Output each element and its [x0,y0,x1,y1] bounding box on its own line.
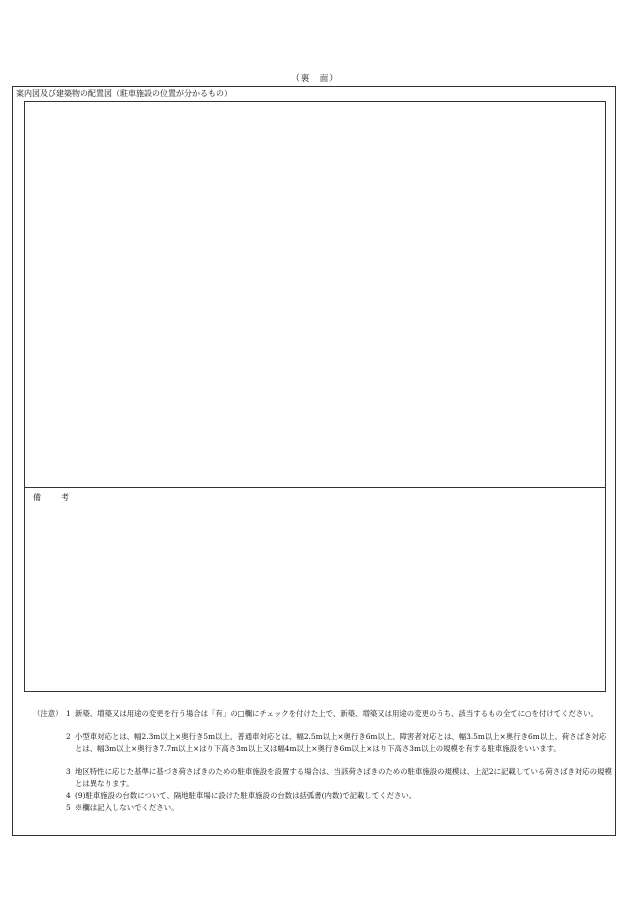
notes-heading: （注意） [33,709,63,718]
note-number: 4 [66,791,71,800]
note-number: 3 [66,767,71,776]
remarks-label: 備 考 [33,493,75,502]
note-text: 新築、増築又は用途の変更を行う場合は「有」の□欄にチェックを付けた上で、新築、増築又は用途の変更のうち、該当するもの全てに○を付けてください。 [75,709,599,718]
note-item-3 [66,766,613,789]
note-text: 小型車対応とは、幅2.3m以上×奥行き5m以上、普通車対応とは、幅2.5m以上×奥行き6m以上、障害者対応とは、幅3.5m以上×奥行き6m以上、荷さばき対応とは、幅3m以上×奥行き7.7m以上×はり下高さ3m以上又は幅4m以上×奥行き6m以上×はり下高さ3m以上の規模を有する駐車施設をいいます。 [75,732,607,753]
note-text: ※欄は記入しないでください。 [75,803,179,812]
note-item-5 [66,802,613,814]
page-side-label: （裏 面） [291,74,339,84]
map-drawing-area[interactable] [24,101,606,488]
note-text: 地区特性に応じた基準に基づき荷さばきのための駐車施設を設置する場合は、当該荷さばきのための駐車施設の規模は、上記2に記載している荷さばき対応の規模とは異なります。 [75,767,612,788]
note-number: 1 [66,709,71,718]
map-section-title: 案内図及び建築物の配置図（駐車施設の位置が分かるもの） [16,89,232,98]
note-number: 5 [66,803,71,812]
remarks-area[interactable] [24,487,606,692]
note-item-2 [66,731,613,754]
note-item-4 [66,790,613,802]
note-text: (9)駐車施設の台数について、隔地駐車場に設けた駐車施設の台数は括弧書(内数)で記載してください。 [75,791,417,800]
note-number: 2 [66,732,71,741]
note-item-1 [66,708,613,720]
